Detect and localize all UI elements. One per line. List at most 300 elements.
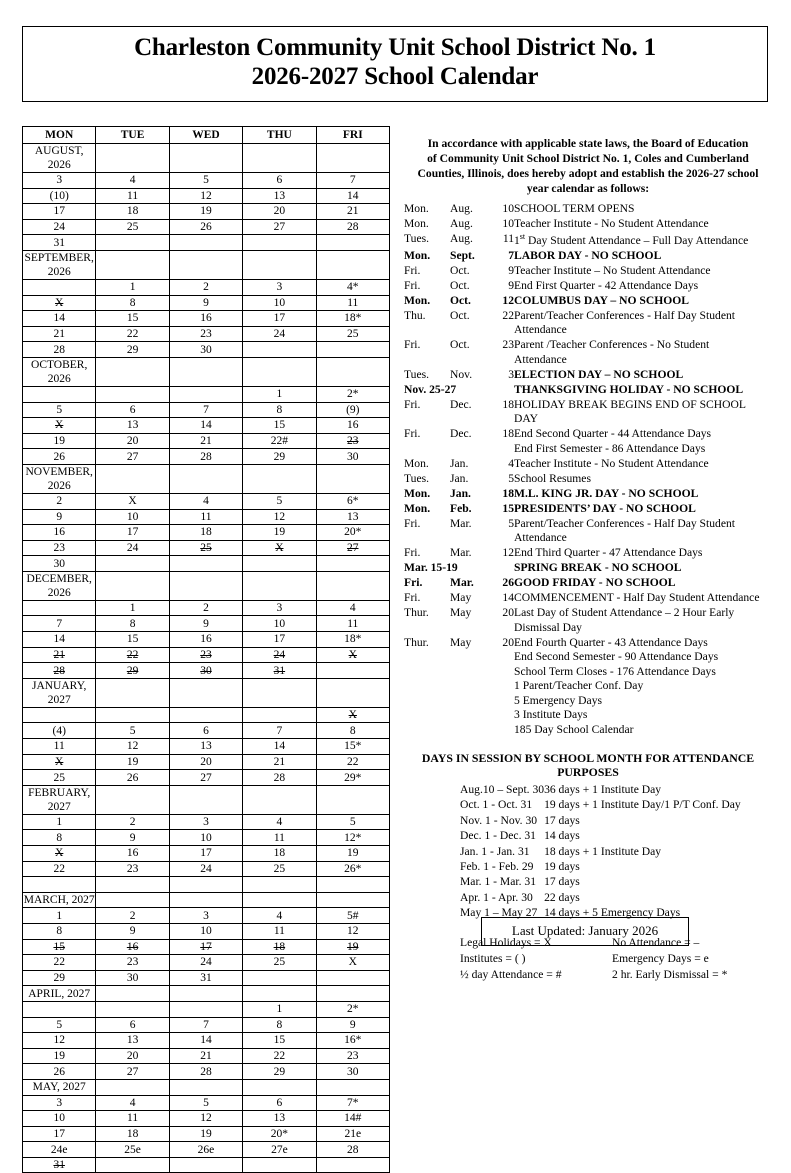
calendar-day-cell: 18* [316,311,389,327]
calendar-day-cell: 2 [169,279,242,295]
calendar-empty-cell [23,279,96,295]
event-month: Sept. [450,249,475,263]
event-row [404,457,772,472]
calendar-week-row [23,1033,390,1049]
calendar-month-label: AUGUST, 2026 [23,144,96,173]
calendar-empty-cell [23,600,96,616]
event-description-continuation: School Term Closes - 176 Attendance Days [514,664,716,678]
calendar-day-cell: 28 [316,1142,389,1158]
calendar-day-cell: 19 [316,846,389,862]
calendar-day-cell: 11 [243,923,316,939]
calendar-day-cell: 12 [23,1033,96,1049]
calendar-day-cell: 27 [96,449,169,465]
calendar-day-cell: 1 [243,386,316,402]
calendar-month-label: APRIL, 2027 [23,986,96,1002]
calendar-day-strikethrough: 29 [126,664,139,677]
event-description: SCHOOL TERM OPENS [514,202,635,216]
calendar-day-cell: 22 [23,861,96,877]
event-weekday: Fri. [404,591,421,605]
calendar-day-cell [316,540,389,556]
calendar-week-row [23,433,390,449]
calendar-day-cell [243,647,316,663]
calendar-day-cell: 7* [316,1095,389,1111]
calendar-week-row [23,632,390,648]
calendar-day-cell: 21 [169,433,242,449]
calendar-empty-cell [316,342,389,358]
event-day-number: 15 [502,501,514,515]
calendar-day-cell [96,647,169,663]
event-month: Oct. [450,338,470,352]
session-date-range: Apr. 1 - Apr. 30 [460,890,533,904]
calendar-empty-cell [243,970,316,986]
event-month: May [450,635,472,649]
calendar-week-row [23,877,390,893]
calendar-day-cell: 3 [23,1095,96,1111]
calendar-empty-cell [169,556,242,572]
calendar-month-row-filler [96,464,169,493]
event-description: End Third Quarter - 47 Attendance Days [514,546,703,560]
calendar-week-row [23,204,390,220]
calendar-month-row-filler [169,250,242,279]
event-description: End Fourth Quarter - 43 Attendance Days End Second Semester - 90 Attendance Days School Term Closes - 176 Attendance Days 1 Parent/Teacher Conf. Day 5 Emergency Days 3 Institute Days 185 Day School Calendar [514,636,772,738]
calendar-week-row [23,540,390,556]
event-description: LABOR DAY - NO SCHOOL [514,249,662,263]
calendar-month-row-filler [96,571,169,600]
calendar-day-cell: 3 [243,600,316,616]
calendar-week-row [23,326,390,342]
calendar-month-row-filler [316,464,389,493]
calendar-day-cell: 22 [23,955,96,971]
calendar-day-strikethrough: 17 [200,940,212,953]
calendar-day-cell: 5 [169,173,242,189]
session-date-range: Mar. 1 - Mar. 31 [460,875,536,889]
calendar-empty-cell [316,970,389,986]
event-month: Oct. [450,264,470,278]
right-column [404,136,772,983]
calendar-week-row [23,770,390,786]
calendar-week-row [23,509,390,525]
calendar-day-cell: 6 [169,723,242,739]
calendar-month-row-filler [243,892,316,908]
calendar-day-cell: 14# [316,1111,389,1127]
calendar-day-cell: 28 [316,219,389,235]
session-row [460,782,741,797]
calendar-day-cell: 4 [243,814,316,830]
calendar-empty-cell [243,556,316,572]
calendar-day-cell: 1 [243,1001,316,1017]
calendar-month-label: DECEMBER, 2026 [23,571,96,600]
calendar-day-cell: X [96,493,169,509]
calendar-day-cell: 26 [96,770,169,786]
calendar-day-strikethrough: 23 [200,648,212,661]
calendar-day-cell: 10 [169,923,242,939]
event-description: COLUMBUS DAY – NO SCHOOL [514,294,690,308]
event-weekday: Mon. [404,249,431,263]
event-row [404,427,772,456]
calendar-week-row [23,342,390,358]
calendar-month-row-filler [316,892,389,908]
calendar-day-cell: 20 [169,754,242,770]
event-description-continuation: End First Semester - 86 Attendance Days [514,441,706,455]
calendar-week-row [23,1048,390,1064]
calendar-week-row [23,1111,390,1127]
event-description-continuation: 185 Day School Calendar [514,722,634,736]
event-month: Dec. [450,397,472,411]
calendar-week-row [23,1064,390,1080]
calendar-day-cell: 23 [23,540,96,556]
calendar-day-cell: 16 [96,846,169,862]
calendar-day-strikethrough: X [348,648,357,661]
calendar-col-header-wed: WED [169,127,242,144]
calendar-col-header-tue: TUE [96,127,169,144]
event-row [404,294,772,309]
calendar-month-row-filler [96,892,169,908]
calendar-day-cell: 16 [169,311,242,327]
calendar-day-cell: 18 [243,846,316,862]
event-description: Parent /Teacher Conferences - No Student Attendance [514,338,772,367]
calendar-day-cell: 5 [23,402,96,418]
calendar-week-row [23,386,390,402]
calendar-day-cell: 21 [23,326,96,342]
calendar-month-row-filler [96,144,169,173]
calendar-day-cell: 15 [96,311,169,327]
calendar-day-cell: 19 [23,433,96,449]
calendar-month-row-filler [316,678,389,707]
event-row [404,517,772,546]
last-updated-text: Last Updated: January 2026 [511,923,659,938]
calendar-day-cell: 7 [169,402,242,418]
event-description-continuation: Attendance [514,352,567,366]
event-row [404,576,772,591]
calendar-week-row [23,723,390,739]
calendar-day-cell: 13 [169,739,242,755]
event-month: Nov. [450,367,473,381]
event-day-number: 20 [502,635,514,649]
calendar-month-row [23,785,390,814]
calendar-day-cell: 6 [96,1017,169,1033]
calendar-day-cell: 28 [169,1064,242,1080]
calendar-day-cell: 4 [96,173,169,189]
event-day-number: 3 [508,367,514,381]
calendar-empty-cell [316,663,389,679]
calendar-col-header-thu: THU [243,127,316,144]
event-row [404,636,772,738]
calendar-day-cell: 26 [23,449,96,465]
calendar-week-row [23,647,390,663]
calendar-day-cell: 24 [169,861,242,877]
event-row [404,309,772,338]
event-month: Jan. [450,471,469,485]
calendar-day-cell: 23 [169,326,242,342]
event-month: Aug. [450,202,473,216]
calendar-day-cell: 9 [96,830,169,846]
event-row [404,202,772,217]
calendar-day-cell: 20* [316,525,389,541]
intro-line-3: Counties, Illinois, does hereby adopt and establish the 2026-27 school [417,167,759,181]
calendar-day-cell: 17 [243,632,316,648]
event-day-number: 20 [502,606,514,620]
calendar-day-cell: 31 [169,970,242,986]
event-row [404,546,772,561]
days-in-session-title-line-1: DAYS IN SESSION BY SCHOOL MONTH FOR ATTENDANCE [421,750,755,765]
calendar-empty-cell [316,556,389,572]
page-title-line-2: 2026-2027 School Calendar [251,63,539,91]
calendar-day-cell: 25 [96,219,169,235]
calendar-day-cell: 11 [243,830,316,846]
event-month: Feb. [450,501,472,515]
event-description: M.L. KING JR. DAY - NO SCHOOL [514,486,699,500]
event-weekday: Mon. [404,486,431,500]
calendar-day-cell: 19 [169,204,242,220]
calendar-day-cell: 27e [243,1142,316,1158]
calendar-week-row [23,663,390,679]
calendar-week-row [23,939,390,955]
calendar-header-row [23,127,390,144]
calendar-week-row [23,600,390,616]
calendar-month-label: JANUARY, 2027 [23,678,96,707]
calendar-day-cell: 12 [243,509,316,525]
event-day-number: 12 [502,546,514,560]
calendar-day-cell: 14 [169,418,242,434]
calendar-day-cell [169,647,242,663]
calendar-empty-cell [169,1157,242,1173]
calendar-empty-cell [169,386,242,402]
calendar-day-cell: 31 [23,235,96,251]
calendar-day-cell [243,663,316,679]
calendar-day-cell: 28 [243,770,316,786]
calendar-day-cell: 7 [23,616,96,632]
intro-line-2: of Community Unit School District No. 1, Coles and Cumberland [427,152,749,166]
event-weekday: Thu. [404,309,426,322]
calendar-day-cell: 28 [169,449,242,465]
event-day-number: 18 [502,486,514,500]
calendar-day-strikethrough: 27 [347,541,359,554]
calendar-day-cell: 18 [96,1126,169,1142]
calendar-day-cell: 21 [243,754,316,770]
calendar-day-cell: 25 [243,955,316,971]
calendar-day-cell: 23 [316,1048,389,1064]
calendar-day-cell: 4 [96,1095,169,1111]
event-weekday: Mon. [404,202,429,216]
calendar-month-row-filler [243,250,316,279]
event-weekday: Tues. [404,367,430,381]
event-day-number: 18 [502,397,514,411]
legend-item-right: 2 hr. Early Dismissal = * [612,967,728,981]
legend-item-left: Legal Holidays = X [460,935,552,949]
session-date-range: Aug.10 – Sept. 30 [460,783,545,797]
calendar-day-cell [243,939,316,955]
calendar-day-cell: 14 [316,188,389,204]
calendar-day-cell: 26* [316,861,389,877]
calendar-day-cell: 14 [23,632,96,648]
calendar-empty-cell [96,1157,169,1173]
calendar-day-cell [96,939,169,955]
event-month: Dec. [450,427,472,441]
calendar-day-cell: 22 [316,754,389,770]
calendar-day-cell [96,663,169,679]
calendar-day-cell: 21 [316,204,389,220]
calendar-day-cell: 10 [243,616,316,632]
calendar-month-row-filler [316,986,389,1002]
calendar-day-cell: 13 [96,418,169,434]
event-description-continuation: 5 Emergency Days [514,693,603,707]
event-day-number: 5 [508,516,514,530]
event-day-number: 14 [502,591,514,605]
calendar-month-row-filler [243,1079,316,1095]
calendar-month-row-filler [96,357,169,386]
calendar-day-cell: 8 [243,1017,316,1033]
calendar-day-strikethrough: X [275,541,284,554]
calendar-table [22,126,390,1173]
calendar-month-row-filler [316,250,389,279]
event-row [404,232,772,249]
event-weekday: Fri. [404,264,421,278]
event-day-number: 12 [502,294,514,308]
calendar-day-cell: 29 [243,449,316,465]
calendar-day-cell: 11 [169,509,242,525]
calendar-day-cell: 30 [316,1064,389,1080]
event-row [404,398,772,427]
calendar-day-cell: 4* [316,279,389,295]
calendar-day-cell [23,663,96,679]
event-row [404,487,772,502]
session-row [460,874,741,889]
event-description-continuation: Attendance [514,323,567,337]
event-description: End Second Quarter - 44 Attendance Days End First Semester - 86 Attendance Days [514,427,772,456]
calendar-day-cell: 12 [169,1111,242,1127]
calendar-day-cell: 18 [169,525,242,541]
calendar-day-cell: 17 [243,311,316,327]
calendar-day-strikethrough: X [55,419,64,432]
calendar-day-cell: 2 [96,814,169,830]
calendar-day-cell: 22 [243,1048,316,1064]
session-row [460,890,741,905]
event-date-range: Mar. 15-19 [404,561,458,575]
calendar-day-cell: 6 [96,402,169,418]
calendar-day-cell: 1 [23,908,96,924]
calendar-day-cell: 5 [243,493,316,509]
page-title-line-1: Charleston Community Unit School District No. 1 [134,34,656,61]
calendar-day-cell: 5 [316,814,389,830]
calendar-month-row-filler [169,144,242,173]
calendar-week-row [23,295,390,311]
calendar-month-row-filler [169,1079,242,1095]
session-date-range: Nov. 1 - Nov. 30 [460,813,538,827]
calendar-day-cell: 17 [169,846,242,862]
calendar-empty-cell [96,1001,169,1017]
calendar-month-label: NOVEMBER, 2026 [23,464,96,493]
event-row [404,561,772,576]
session-days-count: 36 days + 1 Institute Day [544,783,662,797]
calendar-day-cell: 25 [243,861,316,877]
calendar-month-row-filler [169,571,242,600]
calendar-day-cell: 9 [169,295,242,311]
session-days-count: 17 days [544,875,580,889]
calendar-day-cell: 20 [96,433,169,449]
calendar-day-cell: 9 [96,923,169,939]
calendar-day-cell: 5 [96,723,169,739]
calendar-day-cell [316,647,389,663]
calendar-day-cell: 24 [23,219,96,235]
calendar-day-strikethrough: 18 [273,940,286,953]
calendar-month-row-filler [169,892,242,908]
calendar-day-strikethrough: 28 [53,664,65,677]
calendar-day-cell: 19 [243,525,316,541]
calendar-empty-cell [23,707,96,723]
calendar-day-strikethrough: 23 [347,435,359,448]
calendar-day-cell: 11 [96,188,169,204]
calendar-day-cell: 2 [23,493,96,509]
event-description: School Resumes [514,471,591,485]
calendar-week-row [23,1017,390,1033]
event-description-continuation: DAY [514,412,539,426]
calendar-day-cell: 16* [316,1033,389,1049]
event-description: Parent/Teacher Conferences - Half Day Student Attendance [514,517,772,546]
calendar-week-row [23,970,390,986]
event-description: Teacher Institute - No Student Attendance [514,456,709,470]
event-row [404,502,772,517]
event-day-number: 10 [502,217,514,231]
calendar-day-cell: 2 [169,600,242,616]
calendar-day-cell: 10 [243,295,316,311]
calendar-week-row [23,908,390,924]
calendar-day-cell: 16 [23,525,96,541]
calendar-empty-cell [23,877,96,893]
calendar-day-cell: 14 [169,1033,242,1049]
calendar-day-cell: 2* [316,386,389,402]
calendar-day-cell [169,663,242,679]
calendar-month-row-filler [169,464,242,493]
calendar-day-cell: 30 [316,449,389,465]
calendar-month-row [23,464,390,493]
calendar-month-row-filler [169,357,242,386]
calendar-day-cell [23,647,96,663]
calendar-day-cell [23,846,96,862]
calendar-month-row [23,144,390,173]
calendar-day-cell: 5 [169,1095,242,1111]
calendar-empty-cell [96,556,169,572]
event-month: May [450,606,472,620]
calendar-day-strikethrough: X [55,755,64,768]
calendar-month-label: OCTOBER, 2026 [23,357,96,386]
event-row [404,217,772,232]
calendar-day-cell: 19 [96,754,169,770]
calendar-month-row-filler [243,785,316,814]
event-description: Parent/Teacher Conferences - Half Day Student Attendance [514,309,772,338]
calendar-day-cell: 15* [316,739,389,755]
session-row [460,813,741,828]
calendar-day-cell: 30 [23,556,96,572]
event-description: Teacher Institute - No Student Attendance [514,217,709,231]
calendar-day-strikethrough: 16 [126,940,139,953]
calendar-day-cell: X [316,955,389,971]
event-day-number: 7 [508,249,514,263]
calendar-week-row [23,754,390,770]
calendar-empty-cell [169,707,242,723]
event-row [404,264,772,279]
event-description: GOOD FRIDAY - NO SCHOOL [514,576,676,590]
calendar-week-row [23,707,390,723]
calendar-week-row [23,219,390,235]
session-days-count: 22 days [544,890,580,904]
calendar-day-cell: 6 [243,173,316,189]
session-row [460,828,741,843]
event-day-number: 9 [508,264,514,278]
calendar-empty-cell [96,707,169,723]
calendar-day-cell [169,540,242,556]
calendar-empty-cell [23,386,96,402]
calendar-week-row [23,846,390,862]
